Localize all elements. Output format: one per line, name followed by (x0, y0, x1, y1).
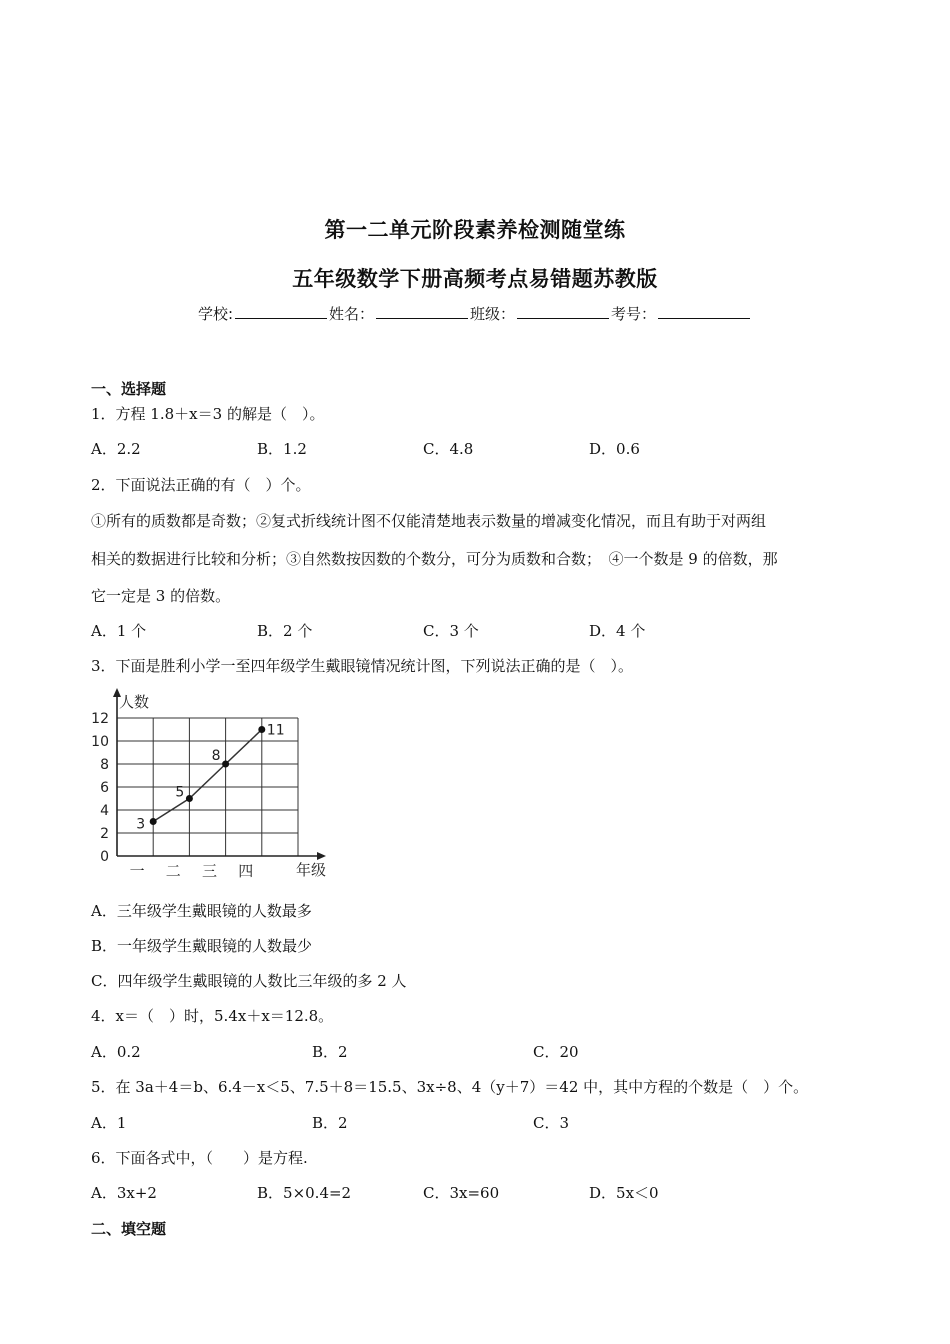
q6-option-c[interactable]: C．3x=60 (423, 1184, 500, 1202)
name-blank[interactable] (376, 306, 468, 319)
q2-option-b[interactable]: B．2 个 (257, 622, 313, 640)
q2-statement-line-3: 它一定是 3 的倍数。 (91, 587, 231, 605)
question-5-stem: 5．在 3a＋4＝b、6.4－x＜5、7.5＋8＝15.5、3x÷8、4（y＋7）＝42 中，其中方程的个数是（ ）个。 (91, 1078, 809, 1096)
section-choice-heading: 一、选择题 (91, 380, 167, 398)
question-3-stem: 3．下面是胜利小学一至四年级学生戴眼镜情况统计图，下列说法正确的是（ ）。 (91, 657, 634, 675)
y-tick-label-1: 2 (100, 826, 109, 842)
question-4-stem: 4．x＝（ ）时，5.4x＋x＝12.8。 (91, 1007, 334, 1025)
q2-option-a[interactable]: A．1 个 (91, 622, 147, 640)
q1-option-a[interactable]: A．2.2 (91, 440, 141, 458)
y-tick-label-3: 6 (100, 780, 109, 796)
section-fill-heading: 二、填空题 (91, 1220, 167, 1238)
y-tick-label-5: 10 (91, 734, 109, 750)
x-axis-arrow (317, 852, 326, 860)
q4-option-c[interactable]: C．20 (533, 1043, 579, 1061)
q3-option-a[interactable]: A．三年级学生戴眼镜的人数最多 (91, 902, 312, 920)
data-label-1: 5 (175, 784, 185, 801)
name-label: 姓名： (329, 305, 375, 323)
q1-option-b[interactable]: B．1.2 (257, 440, 307, 458)
q1-option-d[interactable]: D．0.6 (589, 440, 640, 458)
data-point-0 (150, 818, 157, 825)
question-1-stem: 1．方程 1.8＋x＝3 的解是（ ）。 (91, 405, 325, 423)
school-label: 学校: (197, 305, 233, 323)
q6-option-a[interactable]: A．3x+2 (91, 1184, 157, 1202)
exam-number-label: 考号： (611, 305, 657, 323)
student-info-line (0, 303, 950, 324)
y-tick-label-0: 0 (100, 849, 109, 865)
y-tick-label-2: 4 (100, 803, 109, 819)
q3-option-c[interactable]: C．四年级学生戴眼镜的人数比三年级的多 2 人 (91, 972, 407, 990)
chart-axes (113, 688, 326, 860)
q2-statement-line-1: ①所有的质数都是奇数；②复式折线统计图不仅能清楚地表示数量的增减变化情况，而且有助于对两组 (91, 512, 767, 530)
x-tick-labels (130, 862, 254, 880)
q5-option-c[interactable]: C．3 (533, 1114, 570, 1132)
q6-option-d[interactable]: D．5x＜0 (589, 1184, 659, 1202)
class-label: 班级： (470, 305, 516, 323)
q1-option-c[interactable]: C．4.8 (423, 440, 474, 458)
data-label-3: 11 (266, 722, 285, 739)
x-tick-label-3: 四 (238, 862, 254, 880)
q2-statement-line-2: 相关的数据进行比较和分析；③自然数按因数的个数分，可分为质数和合数； ④一个数是 9 的倍数，那 (91, 550, 778, 568)
q5-option-b[interactable]: B．2 (312, 1114, 348, 1132)
q2-option-d[interactable]: D．4 个 (589, 622, 646, 640)
q2-option-c[interactable]: C．3 个 (423, 622, 479, 640)
paper-subtitle: 五年级数学下册高频考点易错题苏教版 (292, 267, 658, 291)
y-tick-label-6: 12 (91, 711, 109, 727)
data-label-0: 3 (136, 816, 146, 833)
chart-grid (117, 718, 298, 856)
data-point-1 (186, 795, 193, 802)
q6-option-b[interactable]: B．5×0.4=2 (257, 1184, 352, 1202)
series-line (153, 730, 262, 822)
q3-option-b[interactable]: B．一年级学生戴眼镜的人数最少 (91, 937, 313, 955)
school-blank[interactable] (235, 306, 327, 319)
data-point-3 (258, 726, 265, 733)
x-axis-label: 年级 (296, 861, 327, 879)
x-tick-label-0: 一 (129, 862, 145, 880)
data-label-2: 8 (211, 748, 221, 764)
y-tick-labels (91, 711, 109, 865)
exam-number-blank[interactable] (658, 306, 750, 319)
x-tick-label-2: 三 (201, 862, 218, 880)
q4-option-a[interactable]: A．0.2 (91, 1043, 141, 1061)
question-6-stem: 6．下面各式中，（ ）是方程. (91, 1149, 308, 1167)
y-tick-label-4: 8 (100, 757, 109, 773)
q5-option-a[interactable]: A．1 (91, 1114, 127, 1132)
line-chart (86, 686, 346, 886)
class-blank[interactable] (517, 306, 609, 319)
q4-option-b[interactable]: B．2 (312, 1043, 348, 1061)
x-tick-label-1: 二 (165, 862, 181, 880)
data-point-2 (222, 761, 229, 768)
y-axis-label: 人数 (119, 693, 150, 711)
question-2-stem: 2．下面说法正确的有（ ）个。 (91, 476, 311, 494)
paper-title: 第一二单元阶段素养检测随堂练 (324, 218, 626, 242)
